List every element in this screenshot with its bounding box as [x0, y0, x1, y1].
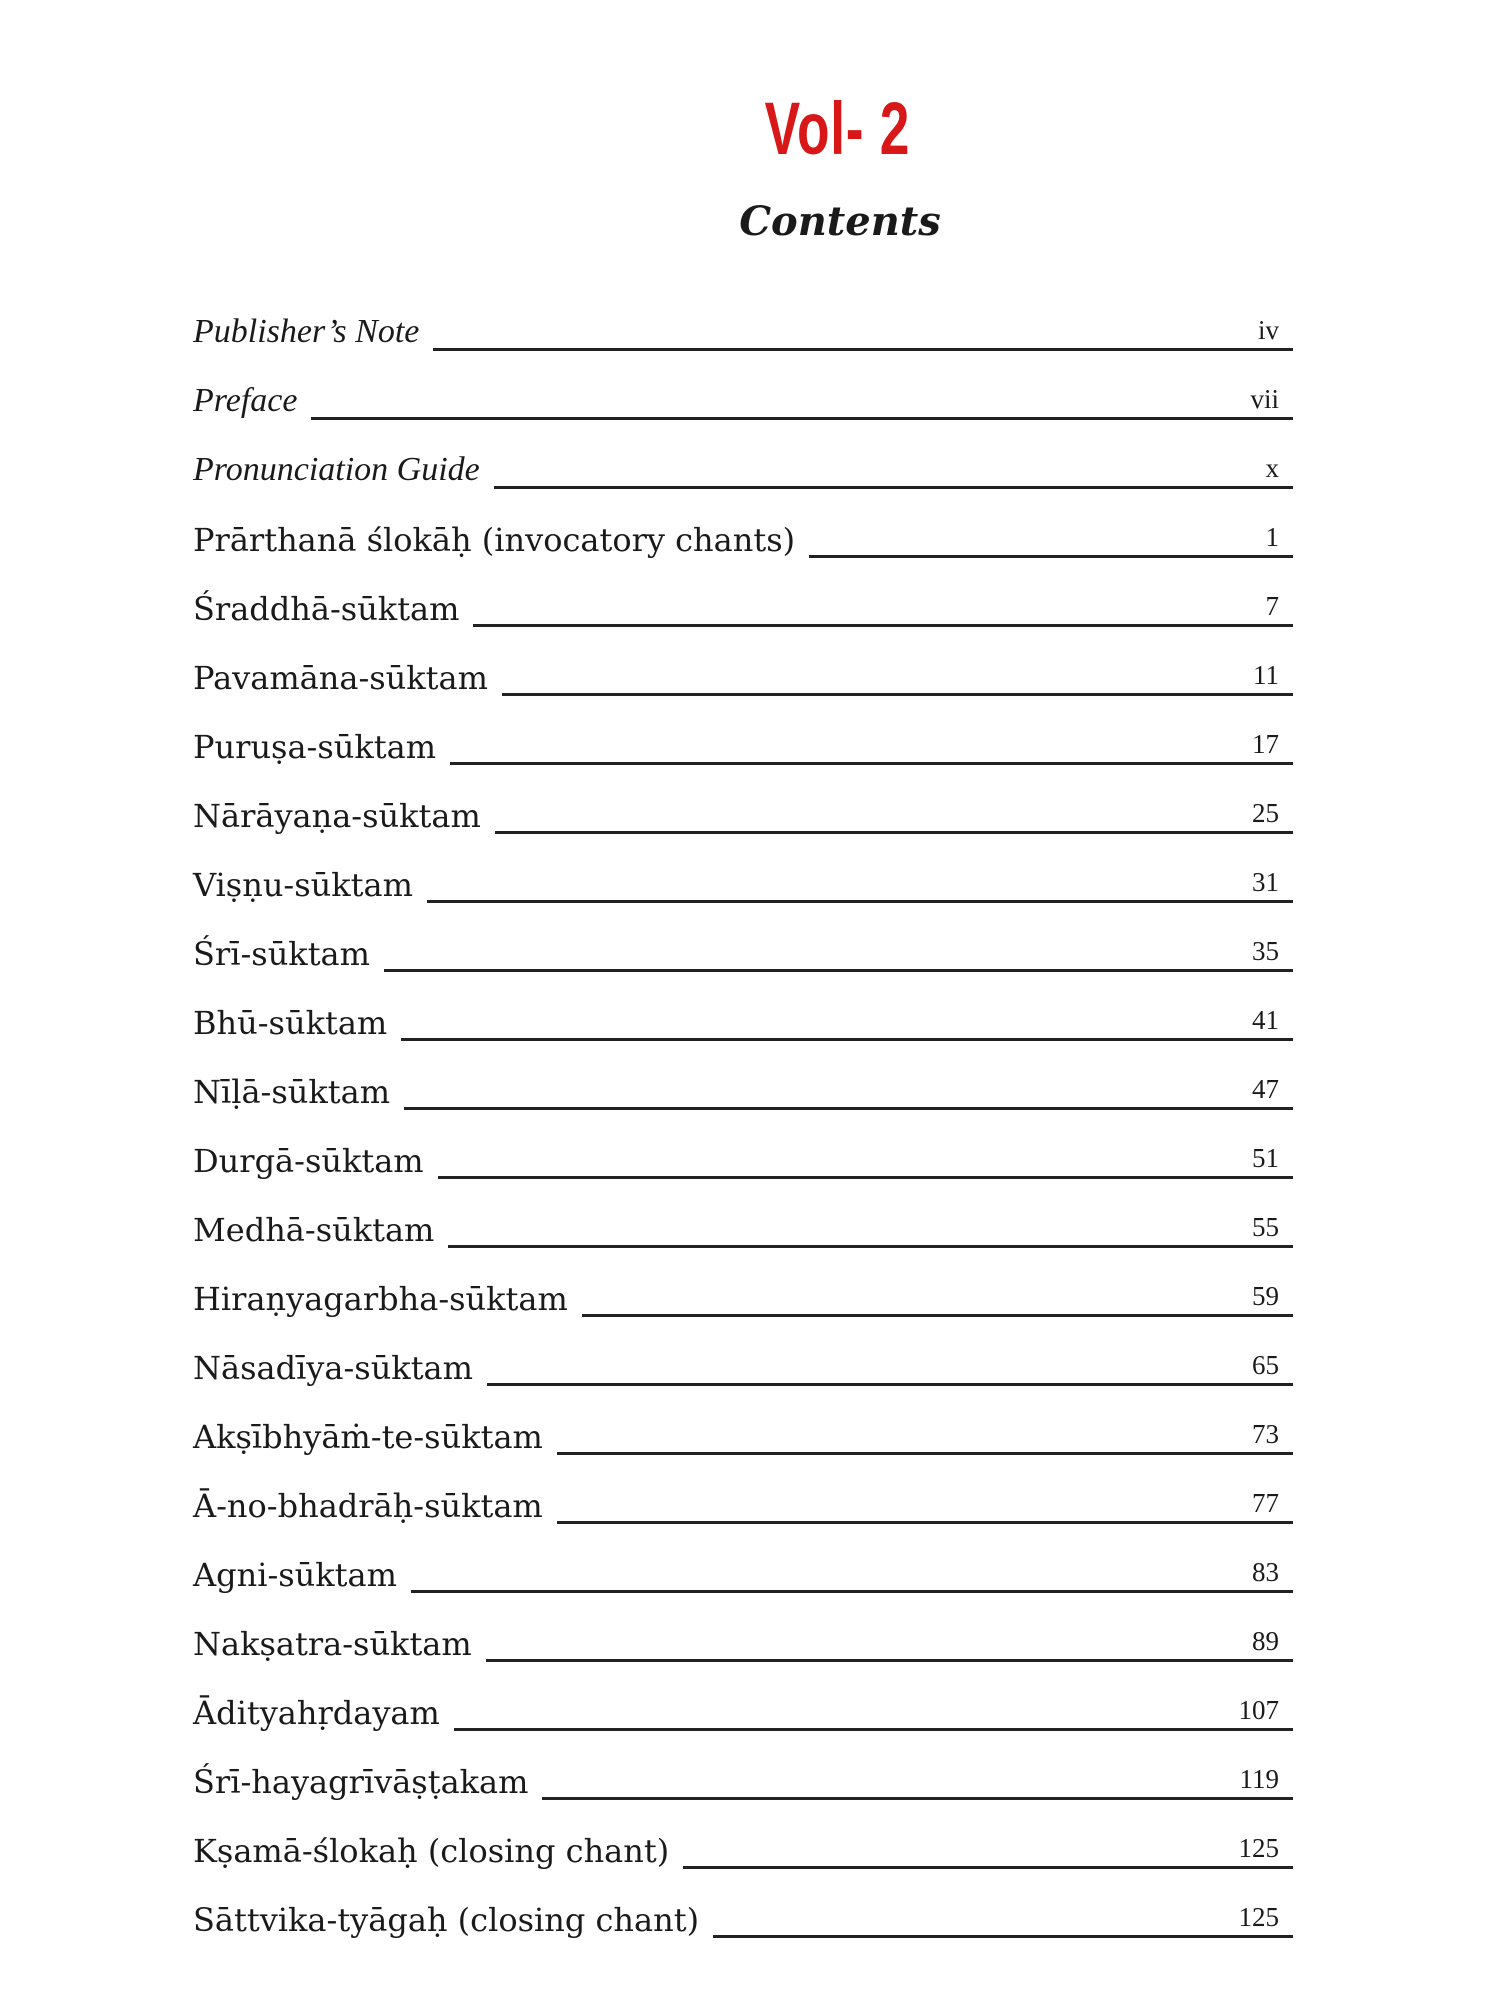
toc-leader-line — [473, 591, 1293, 627]
toc-entry-title: Nārāyaṇa-sūktam — [193, 797, 481, 835]
toc-entry-title: Pronunciation Guide — [193, 451, 480, 488]
toc-leader-line — [427, 867, 1293, 903]
toc-leader-line — [494, 453, 1293, 489]
toc-entry-sri-suktam[interactable] — [193, 909, 1293, 978]
toc-leader-line — [311, 384, 1293, 420]
toc-page-number: 73 — [1252, 1419, 1279, 1449]
toc-entry-purusa-suktam[interactable] — [193, 702, 1293, 771]
toc-entry-narayana-suktam[interactable] — [193, 771, 1293, 840]
toc-page-number: 51 — [1252, 1143, 1279, 1173]
toc-entry-title: Sāttvika-tyāgaḥ (closing chant) — [193, 1901, 700, 1939]
toc-entry-title: Medhā-sūktam — [193, 1211, 435, 1249]
toc-entry-durga-suktam[interactable] — [193, 1116, 1293, 1185]
toc-leader-line — [384, 936, 1293, 972]
toc-entry-title: Ādityahṛdayam — [193, 1694, 440, 1732]
toc-entry-title: Nāsadīya-sūktam — [193, 1349, 473, 1387]
toc-leader-line — [557, 1419, 1293, 1455]
toc-page-number: 125 — [1238, 1833, 1279, 1863]
toc-leader-line — [404, 1074, 1293, 1110]
toc-entry-title: Akṣībhyāṁ-te-sūktam — [193, 1418, 543, 1456]
toc-page-number: 41 — [1252, 1005, 1279, 1035]
toc-page-number: 119 — [1239, 1764, 1279, 1794]
toc-entry-medha-suktam[interactable] — [193, 1185, 1293, 1254]
toc-entry-pronunciation-guide[interactable] — [193, 426, 1293, 495]
toc-page-number: 25 — [1252, 798, 1279, 828]
toc-page-number: x — [1265, 453, 1279, 483]
toc-leader-line — [486, 1626, 1293, 1662]
toc-page-number: 55 — [1252, 1212, 1279, 1242]
toc-leader-line — [438, 1143, 1293, 1179]
toc-entry-nila-suktam[interactable] — [193, 1047, 1293, 1116]
toc-entry-ksama-slokah[interactable] — [193, 1806, 1293, 1875]
toc-page-number: 107 — [1238, 1695, 1279, 1725]
toc-entry-naksatra-suktam[interactable] — [193, 1599, 1293, 1668]
toc-entry-title: Preface — [193, 382, 298, 419]
toc-leader-line — [454, 1695, 1293, 1731]
toc-page-number: 65 — [1252, 1350, 1279, 1380]
toc-leader-line — [809, 522, 1293, 558]
toc-entry-preface[interactable] — [193, 357, 1293, 426]
toc-page-number: 17 — [1252, 729, 1279, 759]
toc-leader-line — [557, 1488, 1293, 1524]
toc-entry-title: Prārthanā ślokāḥ (invocatory chants) — [193, 521, 796, 559]
toc-leader-line — [433, 315, 1293, 351]
toc-page-number: 35 — [1252, 936, 1279, 966]
toc-entry-title: Durgā-sūktam — [193, 1142, 424, 1180]
toc-page-number: 7 — [1265, 591, 1279, 621]
toc-entry-sraddha-suktam[interactable] — [193, 564, 1293, 633]
toc-entry-sattvika-tyagah[interactable] — [193, 1875, 1293, 1944]
toc-page-number: vii — [1250, 384, 1279, 414]
toc-entry-prarthana-slokah[interactable] — [193, 495, 1293, 564]
toc-entry-title: Ā-no-bhadrāḥ-sūktam — [193, 1487, 543, 1525]
toc-entry-title: Pavamāna-sūktam — [193, 659, 488, 697]
toc-page-number: 77 — [1252, 1488, 1279, 1518]
toc-entry-title: Nakṣatra-sūktam — [193, 1625, 472, 1663]
toc-page-number: 83 — [1252, 1557, 1279, 1587]
toc-entry-title: Nīḷā-sūktam — [193, 1073, 391, 1111]
toc-page-number: 89 — [1252, 1626, 1279, 1656]
toc-entry-pavamana-suktam[interactable] — [193, 633, 1293, 702]
toc-page-number: 47 — [1252, 1074, 1279, 1104]
toc-leader-line — [502, 660, 1293, 696]
toc-entry-agni-suktam[interactable] — [193, 1530, 1293, 1599]
toc-entry-title: Publisher’s Note — [193, 313, 420, 350]
toc-leader-line — [401, 1005, 1293, 1041]
toc-entry-title: Viṣṇu-sūktam — [193, 866, 413, 904]
toc-entry-title: Hiraṇyagarbha-sūktam — [193, 1280, 568, 1318]
toc-leader-line — [582, 1281, 1293, 1317]
toc-leader-line — [713, 1902, 1293, 1938]
toc-leader-line — [411, 1557, 1293, 1593]
toc-entry-visnu-suktam[interactable] — [193, 840, 1293, 909]
toc-entry-title: Kṣamā-ślokaḥ (closing chant) — [193, 1832, 670, 1870]
toc-entry-title: Śraddhā-sūktam — [193, 590, 460, 628]
toc-page-number: iv — [1257, 315, 1279, 345]
toc-entry-bhu-suktam[interactable] — [193, 978, 1293, 1047]
volume-title: Vol- 2 — [764, 87, 911, 170]
toc-entry-publishers-note[interactable] — [193, 288, 1293, 357]
toc-page-number: 31 — [1252, 867, 1279, 897]
toc-entry-nasadiya-suktam[interactable] — [193, 1323, 1293, 1392]
toc-entry-title: Śrī-sūktam — [193, 935, 370, 973]
toc-entry-title: Puruṣa-sūktam — [193, 728, 437, 766]
toc-entry-aksibhyam-te-suktam[interactable] — [193, 1392, 1293, 1461]
toc-entry-title: Agni-sūktam — [193, 1556, 397, 1594]
toc-entry-a-no-bhadrah-suktam[interactable] — [193, 1461, 1293, 1530]
toc-page-number: 59 — [1252, 1281, 1279, 1311]
toc-entry-title: Śrī-hayagrīvāṣṭakam — [193, 1763, 529, 1801]
toc-page-number: 11 — [1253, 660, 1279, 690]
toc-leader-line — [448, 1212, 1293, 1248]
toc-leader-line — [487, 1350, 1293, 1386]
toc-leader-line — [542, 1764, 1293, 1800]
table-of-contents — [193, 288, 1293, 1944]
toc-page-number: 125 — [1238, 1902, 1279, 1932]
contents-heading: Contents — [739, 198, 941, 245]
toc-leader-line — [495, 798, 1293, 834]
toc-leader-line — [450, 729, 1293, 765]
toc-entry-title: Bhū-sūktam — [193, 1004, 388, 1042]
toc-entry-adityahrdayam[interactable] — [193, 1668, 1293, 1737]
toc-entry-hiranyagarbha-suktam[interactable] — [193, 1254, 1293, 1323]
toc-leader-line — [683, 1833, 1293, 1869]
toc-page-number: 1 — [1265, 522, 1279, 552]
toc-entry-sri-hayagrivastakam[interactable] — [193, 1737, 1293, 1806]
